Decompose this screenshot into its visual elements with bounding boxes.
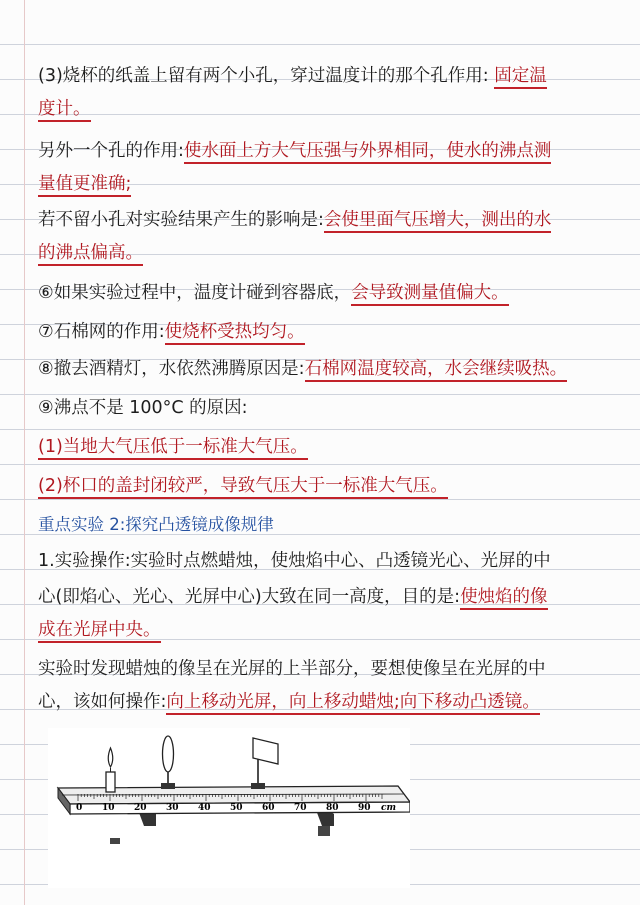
tick-label-60: 60 — [262, 803, 275, 813]
q6-line — [38, 281, 610, 305]
q9-text: ⑨沸点不是 100°C 的原因: — [38, 398, 248, 418]
exp2-answer: 使烛焰的像 — [460, 587, 548, 610]
other-hole-answer: 使水面上方大气压强与外界相同，使水的沸点测 — [184, 141, 552, 164]
q7-text: ⑦石棉网的作用: — [38, 322, 165, 342]
exp2-answer-cont: 成在光屏中央。 — [38, 620, 161, 643]
q9-answer-2: (2)杯口的盖封闭较严，导致气压大于一标准大气压。 — [38, 476, 448, 499]
no-hole-line-1 — [38, 208, 610, 232]
q3-line-2 — [38, 97, 610, 121]
tick-label-10: 10 — [102, 803, 115, 813]
experiment-2-heading: 重点实验 2:探究凸透镜成像规律 — [38, 515, 274, 534]
q9-answer-1-line — [38, 435, 610, 459]
no-hole-line-2 — [38, 241, 610, 265]
q8-line — [38, 357, 610, 381]
optical-bench-diagram — [48, 728, 410, 888]
q8-answer: 石棉网温度较高，水会继续吸热。 — [305, 359, 568, 382]
exp2-text-2: 心(即焰心、光心、光屏中心)大致在同一高度，目的是: — [38, 587, 461, 607]
left-leg — [110, 838, 120, 844]
q6-answer: 会导致测量值偏大。 — [351, 283, 509, 306]
q9-answer-2-line — [38, 474, 610, 498]
q3-answer-cont: 度计。 — [38, 99, 91, 122]
q7-answer: 使烧杯受热均匀。 — [165, 322, 305, 345]
adjust-line-2 — [38, 690, 610, 714]
unit-label: cm — [381, 803, 397, 813]
exp2-text-1: 1.实验操作:实验时点燃蜡烛，使烛焰中心、凸透镜光心、光屏的中 — [38, 551, 551, 571]
tick-label-80: 80 — [326, 803, 339, 813]
no-hole-text: 若不留小孔对实验结果产生的影响是: — [38, 210, 324, 230]
q7-line — [38, 320, 610, 344]
exp2-line-1 — [38, 549, 610, 573]
lens-base — [161, 783, 175, 789]
tick-label-40: 40 — [198, 803, 211, 813]
other-hole-line-2 — [38, 172, 610, 196]
candle — [106, 772, 115, 792]
screen-base — [251, 783, 265, 789]
tick-label-0: 0 — [76, 803, 83, 813]
light-screen — [253, 738, 278, 764]
tick-label-50: 50 — [230, 803, 243, 813]
tick-label-90: 90 — [358, 803, 371, 813]
other-hole-line-1 — [38, 139, 610, 163]
q8-text: ⑧撤去酒精灯，水依然沸腾原因是: — [38, 359, 305, 379]
q6-text: ⑥如果实验过程中，温度计碰到容器底， — [38, 283, 352, 303]
other-hole-answer-cont: 量值更准确; — [38, 174, 131, 197]
tick-label-30: 30 — [166, 803, 179, 813]
notebook-margin-line — [24, 0, 25, 905]
q3-answer: 固定温 — [494, 66, 547, 89]
other-hole-text: 另外一个孔的作用: — [38, 141, 184, 161]
convex-lens — [163, 736, 174, 772]
no-hole-answer-cont: 的沸点偏高。 — [38, 243, 143, 266]
q9-answer-1: (1)当地大气压低于一标准大气压。 — [38, 437, 308, 460]
no-hole-answer: 会使里面气压增大，测出的水 — [324, 210, 552, 233]
adjust-line-1 — [38, 657, 610, 681]
exp2-line-3 — [38, 618, 610, 642]
q3-text: (3)烧杯的纸盖上留有两个小孔，穿过温度计的那个孔作用: — [38, 66, 495, 86]
tick-label-70: 70 — [294, 803, 307, 813]
adjust-text-2: 心，该如何操作: — [38, 692, 167, 712]
q3-line-1 — [38, 64, 610, 88]
optical-bench-svg — [48, 728, 410, 888]
tick-label-20: 20 — [134, 803, 147, 813]
q9-line — [38, 396, 610, 420]
adjust-text-1: 实验时发现蜡烛的像呈在光屏的上半部分，要想使像呈在光屏的中 — [38, 659, 546, 679]
adjust-answer: 向上移动光屏，向上移动蜡烛;向下移动凸透镜。 — [166, 692, 539, 715]
candle-flame — [108, 748, 113, 767]
right-leg — [318, 826, 330, 836]
exp2-line-2 — [38, 585, 610, 609]
